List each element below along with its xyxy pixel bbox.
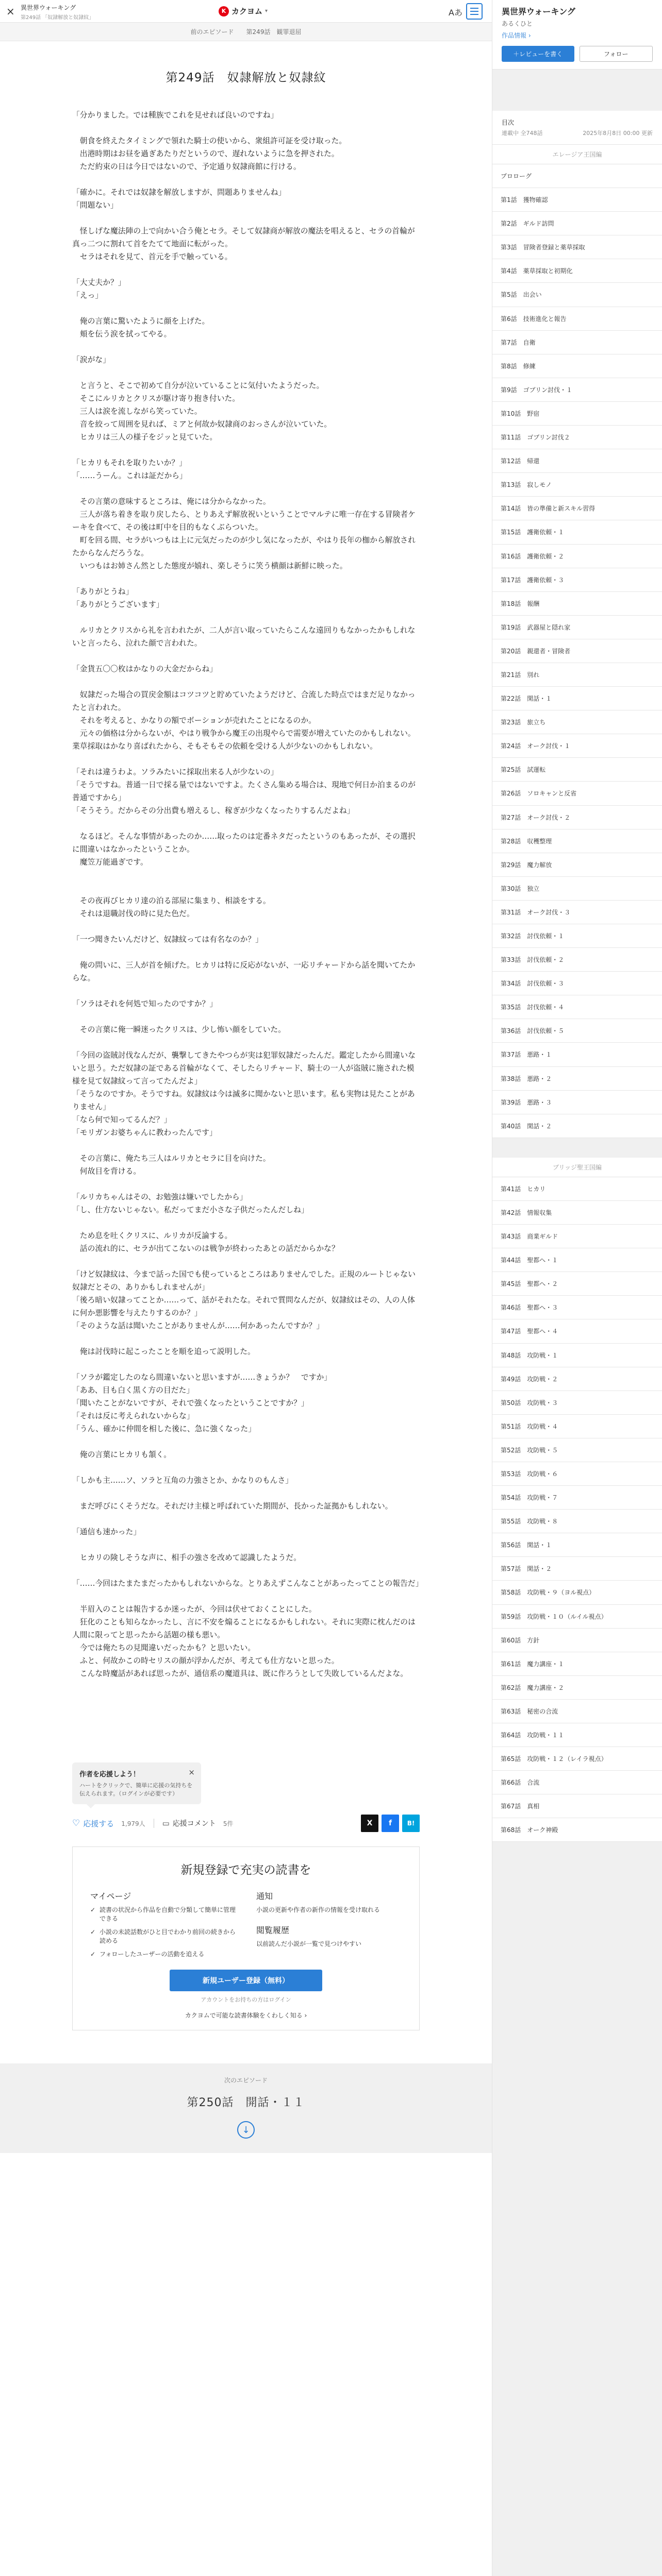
body-paragraph — [72, 366, 420, 379]
body-paragraph — [72, 1255, 420, 1268]
toc-episode-link[interactable]: 第58話 攻防戦・９（ヨル視点） — [492, 1581, 662, 1604]
toc-episode-link[interactable]: 第7話 自衛 — [492, 331, 662, 354]
body-paragraph: 「大丈夫か？」 — [72, 278, 126, 287]
body-paragraph: 「ああ、目も白く黒く方の目だた」 — [72, 1386, 194, 1395]
work-title[interactable]: 異世界ウォーキング — [21, 4, 76, 11]
author-name[interactable]: あるくひと — [502, 20, 533, 27]
body-paragraph: 「ソラはそれを何処で知ったのですか？」 — [72, 999, 218, 1008]
toc-episode-link[interactable]: 第12話 帰還 — [492, 449, 662, 473]
toc-episode-link[interactable]: 第31話 オーク討伐・３ — [492, 901, 662, 924]
work-info[interactable] — [21, 3, 94, 21]
toc-episode-link[interactable]: 第64話 攻防戦・１１ — [492, 1723, 662, 1747]
body-paragraph: その言葉に、俺たち三人はルリカとセラに目を向けた。 — [72, 1154, 271, 1163]
menu-icon[interactable] — [466, 3, 483, 20]
toc-episode-link[interactable]: 第46話 聖都へ・３ — [492, 1296, 662, 1319]
comment-icon: ▭ — [162, 1819, 170, 1828]
body-paragraph: 町を回る間、セラがいつもは上に元気だったのが少し気になったが、やはり長年の枷から解放されたからなんだろうな。 — [72, 536, 416, 557]
body-paragraph — [72, 482, 420, 495]
learn-more-link[interactable]: カクヨムで可能な読書体験をくわしく知る › — [185, 2012, 307, 2019]
register-heading: 新規登録で充実の読書を — [180, 1863, 311, 1877]
body-paragraph: 三人が落ち着きを取り戻したら、とりあえず解放祝いということでマルテに唯一存在する冒険者ケーキを食べて、その後は町中を目的もなくぶらついた。 — [72, 510, 416, 532]
toc-episode-link[interactable]: 第29話 魔力解放 — [492, 853, 662, 877]
toc-episode-link[interactable]: 第65話 攻防戦・１２（レイラ視点） — [492, 1747, 662, 1771]
toc-episode-link[interactable]: 第17話 護衛依頼・３ — [492, 568, 662, 592]
toc-episode-link[interactable]: 第49話 攻防戦・２ — [492, 1367, 662, 1391]
body-paragraph: 三人は涙を流しながら笑っていた。 — [72, 407, 202, 416]
body-paragraph: と言うと、そこで初めて自分が泣いていることに気付いたようだった。 — [72, 381, 324, 390]
toc-episode-link[interactable]: 第51話 攻防戦・４ — [492, 1415, 662, 1438]
body-paragraph: 狂化のことも知らなかったし、言に不安を煽ることになるかもしれない。それに実際に枕んだのは人間に限ってと思ったから話題の様も悪い。 — [72, 1618, 416, 1639]
logo-mark-icon: K — [219, 6, 229, 16]
body-paragraph: まだ呼びにくそうだな。それだけ主様と呼ばれていた期間が、長かった証拠かもしれない。 — [72, 1502, 393, 1511]
toc-episode-link[interactable]: 第57話 閑話・２ — [492, 1557, 662, 1581]
toc-label: 目次 — [502, 119, 515, 126]
toc-episode-link[interactable]: 第6話 技術進化と報告 — [492, 307, 662, 331]
body-paragraph — [72, 1332, 420, 1345]
toc-episode-link[interactable]: 第37話 悪路・１ — [492, 1043, 662, 1066]
toc-episode-link[interactable]: 第47話 聖都へ・４ — [492, 1319, 662, 1343]
toc-episode-link[interactable]: 第55話 攻防戦・８ — [492, 1510, 662, 1533]
body-paragraph: 俺の問いに、三人が首を傾げた。ヒカリは特に反応がないが、一応リチャードから話を聞いてたからな。 — [72, 961, 416, 982]
body-paragraph: セラはそれを見て、首元を手で触っている。 — [72, 252, 233, 261]
toc-episode-link[interactable]: 第50話 攻防戦・３ — [492, 1391, 662, 1415]
body-paragraph: 「通信も速かった」 — [72, 1528, 141, 1536]
comment-button[interactable]: 応援コメント — [172, 1820, 216, 1828]
toc-episode-link[interactable]: 第61話 魔力講座・１ — [492, 1652, 662, 1676]
toc-episode-link[interactable]: 第1話 獲物確認 — [492, 188, 662, 212]
toc-episode-link[interactable]: 第56話 閑話・１ — [492, 1533, 662, 1557]
body-paragraph: 「今回の盗賊討伐なんだが、襲撃してきたやつらが実は犯罪奴隷だったんだ。鑑定したから間違いないと思う。ただ奴隷の証である首輪がなくて、そしたらリチャード、騎士の一人が盗賊に施された模様を見て奴隷紋って言ってたんだよ」 — [72, 1051, 416, 1086]
body-paragraph: 「しかも主……ソ、ソラと互角の力強さとか、かなりのもんさ」 — [72, 1476, 293, 1485]
body-paragraph: 「涙がな」 — [72, 355, 110, 364]
toc-episode-link[interactable]: 第41話 ヒカリ — [492, 1177, 662, 1201]
close-icon[interactable]: × — [6, 5, 15, 18]
body-paragraph — [72, 1216, 420, 1229]
toc-episode-link[interactable]: 第63話 秘密の合流 — [492, 1700, 662, 1723]
reading-area — [0, 68, 492, 1680]
body-paragraph: 朝食を終えたタイミングで領れた騎士の使いから、衆組許可証を受け取った。 — [72, 137, 347, 145]
next-episode-label: 次のエピソード — [224, 2077, 268, 2084]
list-item: ✓ フォローしたユーザーの活動を追える — [90, 1950, 236, 1959]
toc-episode-link[interactable]: 第40話 閑話・２ — [492, 1114, 662, 1138]
body-paragraph: 音を絞って周囲を見れば、ミアと何故か奴隷商のおっさんが泣いていた。 — [72, 420, 332, 429]
list-item: ✓ 読書の状況から作品を自動で分類して簡単に管理できる — [90, 1906, 236, 1923]
body-paragraph — [72, 1010, 420, 1023]
body-paragraph: 「後ろ暗い奴隷ってことか……って、話がそれたな。それで質問なんだが、奴隷紋はその、人の人体に何か悪影響を与えたりするのか？」 — [72, 1296, 415, 1317]
body-paragraph: それは退職討伐の時に見た色だ。 — [72, 909, 194, 918]
body-paragraph: 「モリガンお婆ちゃんに教わったんです」 — [72, 1128, 217, 1137]
toc-episode-link[interactable]: 第67話 真相 — [492, 1794, 662, 1818]
body-paragraph — [72, 212, 420, 225]
body-paragraph — [72, 675, 420, 688]
body-paragraph — [72, 650, 420, 663]
toc-episode-link[interactable]: 第60話 方針 — [492, 1629, 662, 1652]
body-paragraph: 「分かりました。では種族でこれを見せれば良いのですね」 — [72, 111, 278, 120]
notify-desc: 小説の更新や作者の新作の情報を受け取れる — [256, 1906, 380, 1913]
toc-list — [492, 145, 662, 1842]
toc-episode-link[interactable]: 第25話 試運転 — [492, 758, 662, 782]
toc-episode-link[interactable]: プロローグ — [492, 164, 662, 188]
register-button[interactable]: 新規ユーザー登録（無料） — [170, 1970, 322, 1991]
body-paragraph — [72, 572, 420, 585]
list-item: ✓ 小説の未読話数がひと目でわかり前回の続きから読める — [90, 1928, 236, 1945]
body-paragraph — [72, 920, 420, 933]
toc-episode-link[interactable]: 第18話 報酬 — [492, 592, 662, 616]
toc-episode-link[interactable]: 第24話 オーク討伐・１ — [492, 734, 662, 758]
toc-episode-link[interactable]: 第33話 討伐依頼・２ — [492, 948, 662, 972]
sidebar-work-title[interactable]: 異世界ウォーキング — [502, 7, 575, 16]
toc-episode-link[interactable]: 第8話 修練 — [492, 354, 662, 378]
body-paragraph — [72, 1178, 420, 1191]
hatena-share-icon[interactable]: B! — [402, 1815, 420, 1832]
close-icon[interactable]: × — [188, 1768, 195, 1777]
body-paragraph: その夜再びヒカリ達の泊る部屋に集まり、相談をする。 — [72, 896, 271, 905]
body-paragraph: 元々の価格は分からないが、やはり戦争から魔王の出現やらで需要が増えていたのかもしれない。業草採取はかなり喜ばれたから、そもそもその依頼を受ける人が少ないのかもしれない。 — [72, 729, 416, 751]
body-paragraph: 話の流れ的に、セラが出てこないのは戦争が終わったあとの話だからかな？ — [72, 1244, 339, 1253]
toc-episode-link[interactable]: 第54話 攻防戦・７ — [492, 1486, 662, 1510]
body-paragraph — [72, 817, 420, 830]
body-paragraph: 「確かに。それでは奴隷を解放しますが、問題ありませんね」 — [72, 188, 286, 197]
current-episode-label: 第249話 観罪退屈 — [246, 28, 302, 36]
body-paragraph: 奴隷だった場合の買戻金額はコツコツと貯めていたようだけど、合流した時点ではまだ足りなかったと言われた。 — [72, 690, 416, 712]
body-paragraph: 「聞いたことがないですが、それで強くなったということですか？」 — [72, 1399, 309, 1408]
toc-sidebar — [492, 0, 662, 2576]
body-paragraph: 「一つ聞きたいんだけど、奴隷紋っては有名なのか？」 — [72, 935, 263, 944]
body-paragraph — [72, 1461, 420, 1474]
body-paragraph — [72, 1139, 420, 1152]
episode-subtitle: 第249話 「奴隷解放と奴隷紋」 — [21, 15, 94, 21]
body-paragraph: 出港時期はお昼を過ぎあたりだというので、遅れないように急を押された。 — [72, 149, 339, 158]
body-paragraph: 「ありがとうね」 — [72, 587, 134, 596]
next-episode-title[interactable]: 第250話 開話・１１ — [187, 2096, 305, 2109]
body-paragraph: こんな時魔話があれば思ったが、通信系の魔道具は、既に作ろうとして失敗しているんだよな。 — [72, 1669, 408, 1678]
body-paragraph — [72, 611, 420, 624]
body-paragraph: 怪しげな魔法陣の上で向かい合う俺とセラ。そして奴隷商が解放の魔法を唱えると、セラの首輪が真っ二つに割れて首をたてて地面に転がった。 — [72, 227, 415, 248]
body-paragraph — [72, 1564, 420, 1577]
body-paragraph: その言葉に俺一瞬迷ったクリスは、少し怖い顔をしていた。 — [72, 1025, 286, 1034]
body-paragraph: 「えっ」 — [72, 291, 103, 300]
text-size-button[interactable]: Aあ — [449, 8, 462, 18]
toc-episode-link[interactable]: 第43話 商業ギルド — [492, 1225, 662, 1248]
body-paragraph — [72, 122, 420, 134]
cheer-button[interactable]: 応援する — [83, 1819, 114, 1828]
body-paragraph: 「……うーん。これは証だから」 — [72, 471, 187, 480]
body-paragraph — [72, 263, 420, 276]
body-paragraph: 「けど奴隷紋は、今まで話った国でも使っているところはありませんでした。正規のルートじゃない奴隷だとその、ありかもしれませんが」 — [72, 1270, 416, 1292]
body-paragraph — [72, 753, 420, 766]
body-paragraph: 俺の言葉に驚いたように顔を上げた。 — [72, 317, 210, 326]
body-paragraph: 「ルリカちゃんはその、お勉強は嫌いでしたから」 — [72, 1193, 247, 1201]
toc-episode-link[interactable]: 第22話 閑話・１ — [492, 687, 662, 710]
toc-episode-link[interactable]: 第3話 冒険者登録と薬草採取 — [492, 235, 662, 259]
prev-episode-link[interactable]: 前のエピソード — [190, 28, 234, 36]
toc-episode-link[interactable]: 第35話 討伐依頼・４ — [492, 995, 662, 1019]
toc-episode-link[interactable]: 第26話 ソロキャンと反省 — [492, 782, 662, 805]
chapter-title: 第249話 奴隷解放と奴隷紋 — [166, 71, 326, 84]
body-paragraph — [72, 444, 420, 456]
body-paragraph: 何故目を背ける。 — [72, 1167, 141, 1176]
toc-episode-link[interactable]: 第32話 討伐依頼・１ — [492, 924, 662, 948]
logo-name: カクヨム — [231, 7, 263, 16]
action-bar — [72, 1815, 420, 1832]
body-paragraph: なるほど。そんな事情があったのか……取ったのは定番ネタだったというのもあったが、その選択に間違いはなかったということか。 — [72, 832, 416, 854]
x-share-icon[interactable]: X — [361, 1815, 378, 1832]
toc-episode-link[interactable]: 第27話 オーク討伐・２ — [492, 806, 662, 829]
toc-episode-link[interactable]: 第4話 薬草採取と初期化 — [492, 259, 662, 283]
top-bar — [0, 0, 492, 23]
notify-title: 通知 — [256, 1891, 273, 1901]
body-paragraph: 「……今回はたまたまだったかもしれないからな。とりあえずこんなことがあったってことの報告だ」 — [72, 1579, 423, 1588]
work-info-link[interactable]: 作品情報 › — [502, 32, 531, 39]
history-title: 閲覧履歴 — [256, 1925, 290, 1935]
register-col-notify — [256, 1890, 402, 1963]
body-paragraph: ルリカとクリスから礼を言われたが、二人が言い取っていたらこんな遠回りもなかったかもしれないと言ったら、泣れた顔で言われた。 — [72, 626, 416, 648]
site-logo[interactable] — [219, 6, 268, 16]
body-paragraph — [72, 985, 420, 997]
toc-episode-link[interactable]: 第68話 オーク神殿 — [492, 1818, 662, 1842]
body-paragraph: 俺は討伐時に起こったことを順を追って説明した。 — [72, 1347, 255, 1356]
episode-nav — [0, 23, 492, 41]
toc-episode-link[interactable]: 第21話 別れ — [492, 663, 662, 687]
toc-section-header: エレージア王国編 — [492, 145, 662, 164]
next-episode[interactable] — [0, 2063, 492, 2153]
toc-episode-link[interactable]: 第16話 護衛依頼・２ — [492, 545, 662, 568]
toc-episode-link[interactable]: 第59話 攻防戦・１０（ルイル視点） — [492, 1605, 662, 1629]
chapter-body — [72, 109, 423, 1680]
body-paragraph: 「ソラが鑑定したのなら間違いないと思いますが……きょうか？ ですか」 — [72, 1373, 332, 1382]
toc-episode-link[interactable]: 第62話 魔力講座・２ — [492, 1676, 662, 1700]
facebook-share-icon[interactable]: f — [382, 1815, 399, 1832]
body-paragraph: その言葉の意味するところは、俺には分からなかった。 — [72, 497, 271, 506]
body-paragraph: そこにルリカとクリスが駆け寄り抱き付いた。 — [72, 394, 240, 403]
arrow-down-icon[interactable]: ↓ — [237, 2121, 255, 2139]
toc-episode-link[interactable]: 第13話 寂しモノ — [492, 473, 662, 497]
body-paragraph: 「そうなのですか。そうですね。奴隷紋は今は滅多に聞かないと思います。私も実物は見たことがありません」 — [72, 1090, 415, 1111]
toc-episode-link[interactable]: 第28話 収穫整理 — [492, 829, 662, 853]
body-paragraph: 「し、仕方ないじゃない。私だってまだ小さな子供だったんだしね」 — [72, 1206, 309, 1214]
body-paragraph — [72, 341, 420, 353]
body-paragraph — [72, 1036, 420, 1049]
body-paragraph — [72, 1590, 420, 1603]
body-paragraph: 「それは違うわよ。ソラみたいに採取出来る人が少ないの」 — [72, 768, 278, 776]
post-chapter-area — [0, 1762, 492, 2030]
body-paragraph: ヒカリの険しそうな声に、相手の強さを改めて認識したようだ。 — [72, 1553, 301, 1562]
body-paragraph — [72, 882, 420, 894]
body-paragraph — [72, 1538, 420, 1551]
body-paragraph: ただ約束の日は今日ではないので、予定通り奴隷商館に行ける。 — [72, 162, 301, 171]
body-paragraph — [72, 869, 420, 882]
toc-episode-link[interactable]: 第5話 出会い — [492, 283, 662, 307]
toc-episode-link[interactable]: 第10話 野宿 — [492, 402, 662, 426]
toc-episode-link[interactable]: 第19話 武器屋と隠れ家 — [492, 616, 662, 639]
register-panel — [72, 1846, 420, 2030]
cheer-count[interactable]: 1,979人 — [121, 1820, 145, 1827]
body-paragraph: 「そのような話は聞いたことがありませんが……何かあったんですか？」 — [72, 1321, 324, 1330]
work-header — [492, 0, 662, 70]
login-link[interactable]: アカウントをお持ちの方はログイン — [201, 1996, 291, 2003]
toc-episode-link[interactable]: 第34話 討伐依頼・３ — [492, 972, 662, 995]
body-paragraph: 魔笠万能過ぎです。 — [72, 858, 148, 867]
chevron-down-icon[interactable]: ▾ — [265, 8, 268, 14]
toc-info — [492, 111, 662, 145]
toc-episode-link[interactable]: 第30話 独立 — [492, 877, 662, 901]
body-paragraph: 「そうですね。普通一日で採る量ではないですよ。たくさん集める場合は、現地で何日か泊まるのが普通ですから」 — [72, 781, 416, 802]
body-paragraph — [72, 173, 420, 186]
body-paragraph: ヒカリは三人の様子をジッと見ていた。 — [72, 433, 218, 442]
body-paragraph: 「ありがとうございます」 — [72, 600, 164, 609]
body-paragraph — [72, 1358, 420, 1371]
body-paragraph — [72, 946, 420, 959]
body-paragraph: 「そうそう。だからその分出費も増えるし、稼ぎが少なくなったりするんだよね」 — [72, 806, 355, 815]
body-paragraph: いつもはお姉さん然とした態度が嬉れ、楽しそうに笑う横顔は新鮮に映った。 — [72, 562, 347, 570]
episode-count: 連載中 全748話 — [502, 130, 543, 137]
toc-episode-link[interactable]: 第9話 ゴブリン討伐・１ — [492, 378, 662, 402]
share-buttons — [361, 1815, 420, 1832]
cheer-popup — [72, 1762, 201, 1804]
body-paragraph: 俺の言葉にヒカリも頷く。 — [72, 1450, 172, 1459]
toc-episode-link[interactable]: 第48話 攻防戦・１ — [492, 1344, 662, 1367]
toc-episode-link[interactable]: 第15話 護衛依頼・１ — [492, 520, 662, 544]
toc-episode-link[interactable]: 第2話 ギルド訪問 — [492, 212, 662, 235]
history-desc: 以前読んだ小説が一覧で見つけやすい — [256, 1940, 362, 1947]
follow-button[interactable]: フォロー — [580, 46, 653, 62]
toc-episode-link[interactable]: 第38話 悪路・２ — [492, 1067, 662, 1091]
body-paragraph: それを考えると、かなりの額でボーションが売れたことになるのか。 — [72, 716, 316, 725]
body-paragraph: 「金貨五〇〇枚はかなりの大金だからね」 — [72, 665, 218, 673]
updated-date: 2025年8月8日 00:00 更新 — [583, 130, 653, 137]
body-paragraph: ふと、何故かこの時セリスの顔が浮かんだが、考えても仕方ないと思った。 — [72, 1656, 339, 1665]
cheer-popup-title: 作者を応援しよう！ — [79, 1771, 140, 1778]
body-paragraph: 「問題ない」 — [72, 201, 118, 210]
register-col-mypage — [90, 1890, 236, 1963]
toc-episode-link[interactable]: 第53話 攻防戦・６ — [492, 1462, 662, 1486]
review-button[interactable]: ＋レビューを書く — [502, 46, 574, 62]
toc-episode-link[interactable]: 第20話 親還者・冒険者 — [492, 639, 662, 663]
body-paragraph — [72, 1487, 420, 1500]
toc-episode-link[interactable]: 第44話 聖都へ・１ — [492, 1248, 662, 1272]
comment-count[interactable]: 5件 — [223, 1820, 234, 1827]
mypage-title: マイページ — [90, 1891, 131, 1901]
toc-episode-link[interactable]: 第14話 皆の準備と新スキル習得 — [492, 497, 662, 520]
heart-icon[interactable]: ♡ — [72, 1818, 80, 1828]
body-paragraph: 「それは反に考えられないからな」 — [72, 1412, 194, 1420]
body-paragraph: 「うん、確かに仲間を相した後に、急に強くなった」 — [72, 1425, 256, 1433]
body-paragraph — [72, 1513, 420, 1526]
body-paragraph: 頬を伝う涙を拭ってやる。 — [72, 330, 172, 338]
body-paragraph: 今では俺たちの見聞違いだったかも？と思いたい。 — [72, 1643, 256, 1652]
body-paragraph: ため息を吐くクリスに、ルリカが反論する。 — [72, 1231, 233, 1240]
body-paragraph: 半眉入のことは報告するか迷ったが、今回は伏せておくことにした。 — [72, 1605, 317, 1614]
body-paragraph: 「なら何で知ってるんだ？」 — [72, 1115, 172, 1124]
toc-episode-link[interactable]: 第11話 ゴブリン討伐２ — [492, 426, 662, 449]
toc-episode-link[interactable]: 第66話 合流 — [492, 1771, 662, 1794]
toc-episode-link[interactable]: 第23話 旅立ち — [492, 710, 662, 734]
body-paragraph: 「ヒカリもそれを取りたいか？」 — [72, 459, 187, 467]
toc-episode-link[interactable]: 第45話 聖都へ・２ — [492, 1272, 662, 1296]
toc-episode-link[interactable]: 第39話 悪路・３ — [492, 1091, 662, 1114]
toc-episode-link[interactable]: 第52話 攻防戦・５ — [492, 1438, 662, 1462]
body-paragraph — [72, 302, 420, 315]
cheer-popup-body: ハートをクリックで、簡単に応援の気持ちを伝えられます。（ログインが必要です） — [79, 1782, 193, 1797]
toc-episode-link[interactable]: 第42話 情報収集 — [492, 1201, 662, 1225]
toc-section-header: ブリッジ聖王国編 — [492, 1158, 662, 1177]
body-paragraph — [72, 1435, 420, 1448]
toc-episode-link[interactable]: 第36話 討伐依頼・５ — [492, 1019, 662, 1043]
